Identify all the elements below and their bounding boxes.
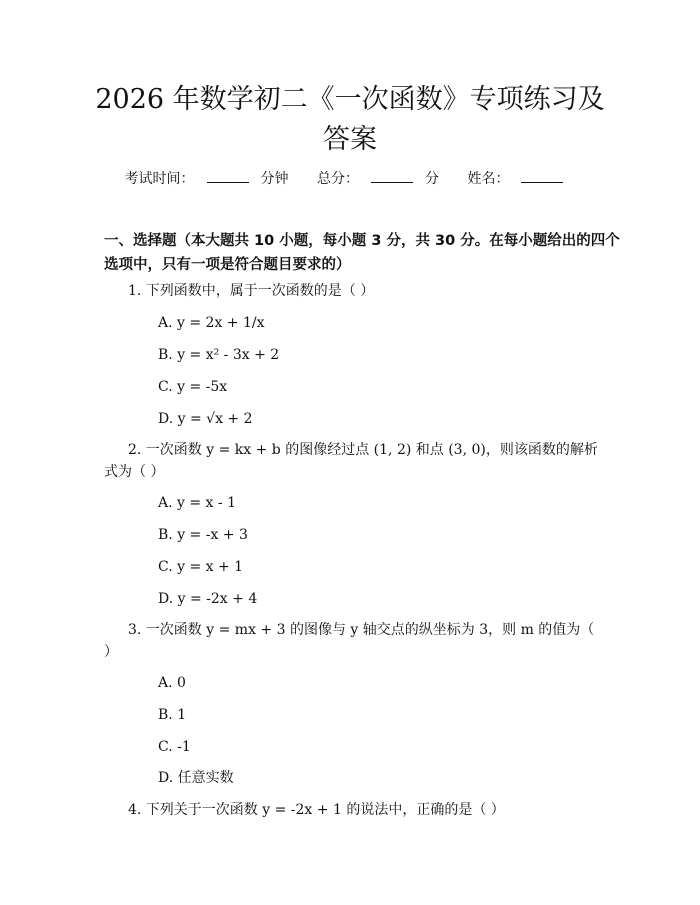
question-3-option-b: B. 1 [158, 707, 187, 723]
question-2-option-b: B. y = -x + 3 [158, 527, 248, 543]
score-blank [371, 182, 413, 183]
question-1: 1. 下列函数中，属于一次函数的是（ ） [128, 283, 375, 299]
time-label: 考试时间： [124, 171, 195, 187]
score-unit: 分 [425, 171, 439, 187]
exam-time [125, 171, 289, 187]
question-2-option-c: C. y = x + 1 [158, 559, 244, 575]
question-1-option-c: C. y = -5x [158, 379, 228, 395]
section-heading: 一、选择题（本大题共 10 小题，每小题 3 分，共 30 分。在每小题给出的四个选项中，只有一项是符合题目要求的） [104, 233, 620, 273]
time-blank [207, 182, 249, 183]
name-blank [521, 182, 563, 183]
question-2: 2. 一次函数 y = kx + b 的图像经过点 (1, 2) 和点 (3, 0)，则该函数的解析式为（ ） [104, 442, 598, 480]
question-3-option-a: A. 0 [158, 675, 186, 691]
question-3-option-c: C. -1 [158, 739, 191, 755]
question-1-option-a: A. y = 2x + 1/x [158, 315, 265, 331]
question-2-option-d: D. y = -2x + 4 [158, 591, 258, 607]
question-4: 4. 下列关于一次函数 y = -2x + 1 的说法中，正确的是（ ） [128, 802, 505, 818]
exam-score [317, 171, 439, 187]
question-1-option-d: D. y = √x + 2 [158, 411, 253, 427]
student-name [467, 171, 575, 187]
exam-meta [0, 168, 700, 188]
question-3-option-d: D. 任意实数 [158, 770, 234, 786]
name-label: 姓名： [467, 171, 510, 187]
score-label: 总分： [317, 171, 359, 187]
question-3: 3. 一次函数 y = mx + 3 的图像与 y 轴交点的纵坐标为 3，则 m 的值为（ ） [104, 622, 595, 660]
question-1-option-b: B. y = x² - 3x + 2 [158, 347, 280, 363]
time-unit: 分钟 [260, 171, 289, 187]
page-title: 2026 年数学初二《一次函数》专项练习及答案 [95, 84, 605, 155]
question-2-option-a: A. y = x - 1 [158, 495, 236, 511]
